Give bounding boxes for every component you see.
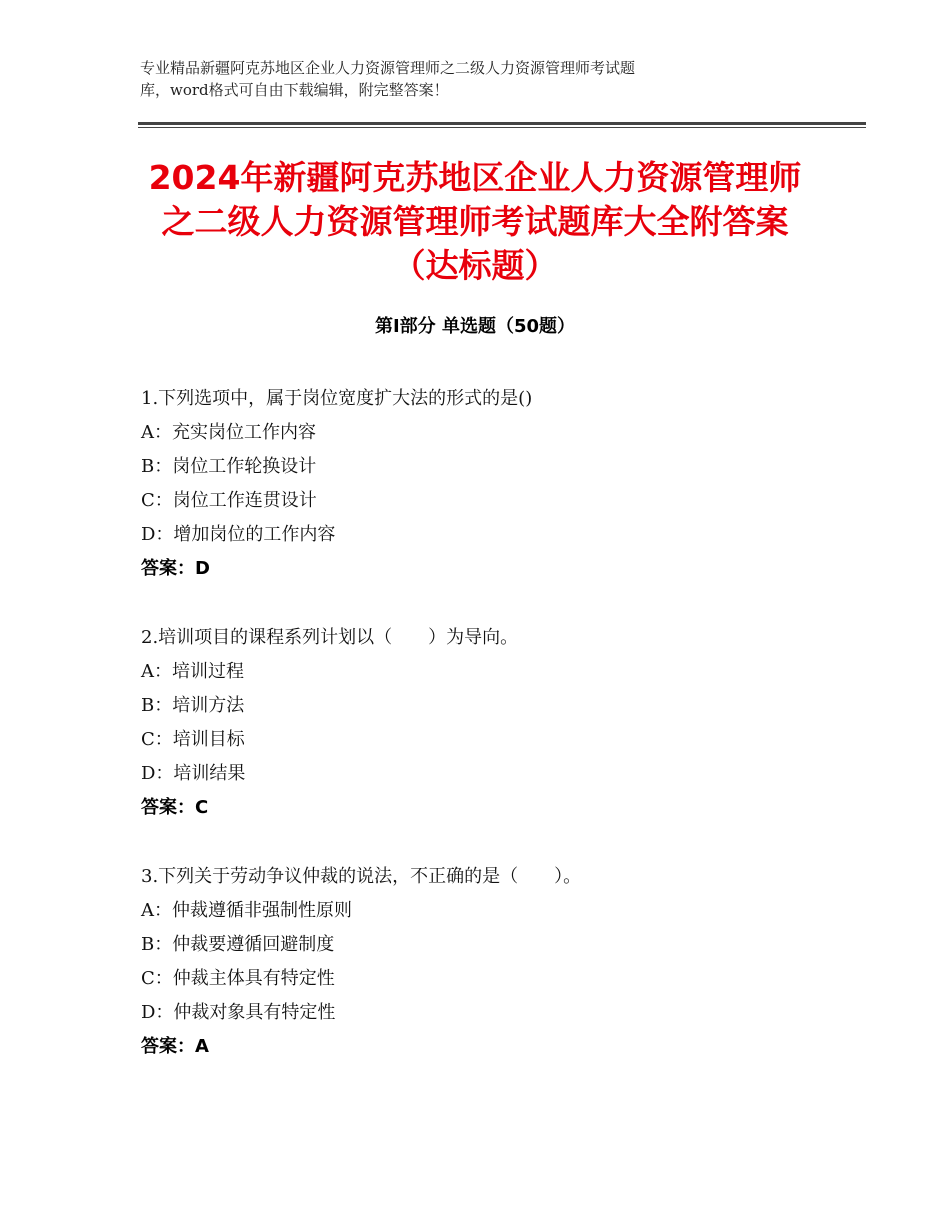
header-divider-thin — [138, 127, 866, 128]
option-b: B：岗位工作轮换设计 — [141, 456, 317, 477]
question-stem: 3.下列关于劳动争议仲裁的说法，不正确的是（ ）。 — [141, 866, 582, 887]
question-1 — [141, 382, 861, 586]
answer: 答案：A — [141, 1036, 209, 1057]
option-b: B：仲裁要遵循回避制度 — [141, 934, 335, 955]
question-2 — [141, 621, 861, 825]
title-line-2: 之二级人力资源管理师考试题库大全附答案 — [161, 202, 789, 241]
header-note — [140, 57, 780, 101]
answer: 答案：C — [141, 797, 209, 818]
option-a: A：充实岗位工作内容 — [141, 422, 316, 443]
option-c: C：仲裁主体具有特定性 — [141, 968, 335, 989]
document-title — [100, 156, 850, 288]
option-b: B：培训方法 — [141, 695, 245, 716]
answer: 答案：D — [141, 558, 210, 579]
question-stem: 2.培训项目的课程系列计划以（ ）为导向。 — [141, 627, 519, 648]
question-stem: 1.下列选项中，属于岗位宽度扩大法的形式的是() — [141, 388, 533, 409]
title-line-3: （达标题） — [392, 246, 558, 285]
title-line-1: 2024年新疆阿克苏地区企业人力资源管理师 — [148, 158, 802, 197]
option-a: A：培训过程 — [141, 661, 244, 682]
question-3 — [141, 860, 861, 1064]
option-c: C：培训目标 — [141, 729, 245, 750]
header-note-line-1: 专业精品新疆阿克苏地区企业人力资源管理师之二级人力资源管理师考试题 — [140, 59, 636, 77]
option-d: D：增加岗位的工作内容 — [141, 524, 336, 545]
header-divider-thick — [138, 122, 866, 125]
header-note-line-2: 库，word格式可自由下载编辑，附完整答案！ — [140, 81, 449, 99]
option-a: A：仲裁遵循非强制性原则 — [141, 900, 352, 921]
section-heading: 第Ⅰ部分 单选题（50题） — [374, 316, 575, 337]
option-d: D：培训结果 — [141, 763, 246, 784]
question-list — [141, 382, 861, 1099]
option-d: D：仲裁对象具有特定性 — [141, 1002, 336, 1023]
option-c: C：岗位工作连贯设计 — [141, 490, 317, 511]
